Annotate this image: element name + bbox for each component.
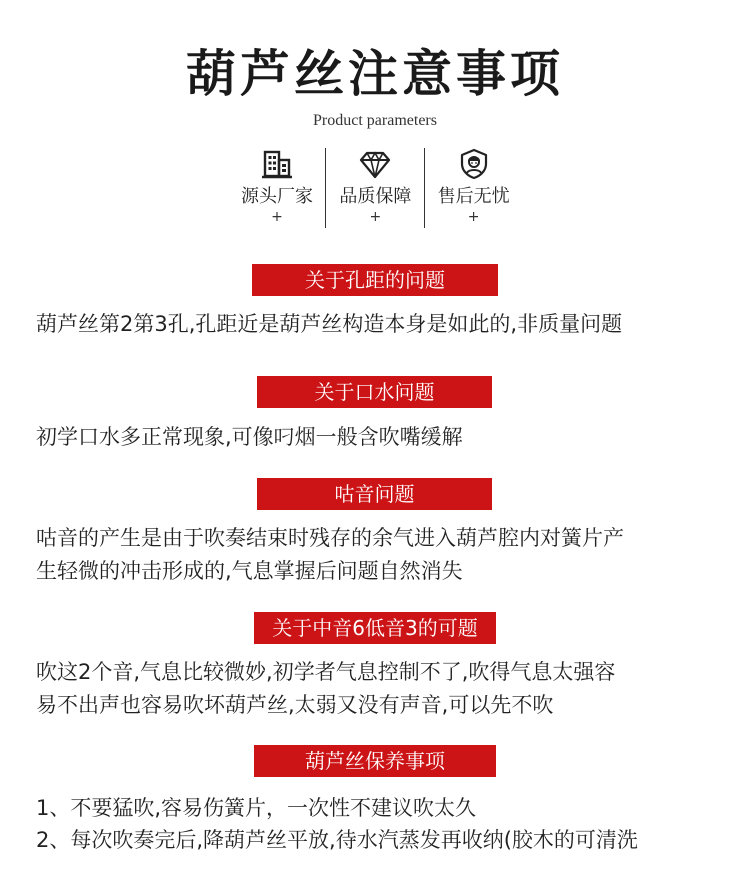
diamond-icon — [359, 148, 391, 180]
feature-factory — [228, 148, 325, 228]
feature-row — [228, 148, 522, 228]
plus-icon: + — [271, 209, 283, 225]
plus-icon: + — [369, 209, 382, 225]
shield-person-icon — [458, 148, 490, 180]
feature-label: 售后无忧 — [437, 186, 510, 207]
maintenance-item: 1、不要猛吹,容易伤簧片，一次性不建议吹太久 — [36, 796, 477, 820]
section-text-line: 咕音的产生是由于吹奏结束时残存的余气进入葫芦腔内对簧片产 — [36, 526, 624, 550]
section-text-line: 葫芦丝第2第3孔,孔距近是葫芦丝构造本身是如此的,非质量问题 — [36, 312, 623, 336]
feature-quality — [325, 148, 423, 228]
section-text-line: 易不出声也容易吹坏葫芦丝,太弱又没有声音,可以先不吹 — [36, 693, 554, 717]
section-heading-notes: 关于中音6低音3的可题 — [254, 612, 496, 644]
feature-aftersales — [424, 148, 522, 228]
section-text-line: 初学口水多正常现象,可像叼烟一般含吹嘴缓解 — [36, 425, 463, 449]
section-heading-maintenance: 葫芦丝保养事项 — [254, 745, 496, 777]
plus-icon: + — [467, 209, 480, 225]
section-text-line: 吹这2个音,气息比较微妙,初学者气息控制不了,吹得气息太强容 — [36, 660, 616, 684]
feature-label: 源头厂家 — [241, 186, 313, 207]
section-heading-saliva: 关于口水问题 — [257, 376, 492, 408]
page-subtitle: Product parameters — [313, 112, 437, 129]
maintenance-item: 2、每次吹奏完后,降葫芦丝平放,待水汽蒸发再收纳(胶木的可清洗 — [36, 828, 638, 852]
section-text-line: 生轻微的冲击形成的,气息掌握后问题自然消失 — [36, 559, 463, 583]
building-icon — [261, 148, 293, 180]
section-heading-hole-spacing: 关于孔距的问题 — [252, 264, 498, 296]
page-title: 葫芦丝注意事项 — [186, 45, 564, 103]
section-heading-gurgle: 咕音问题 — [257, 478, 492, 510]
feature-label: 品质保障 — [339, 186, 412, 207]
